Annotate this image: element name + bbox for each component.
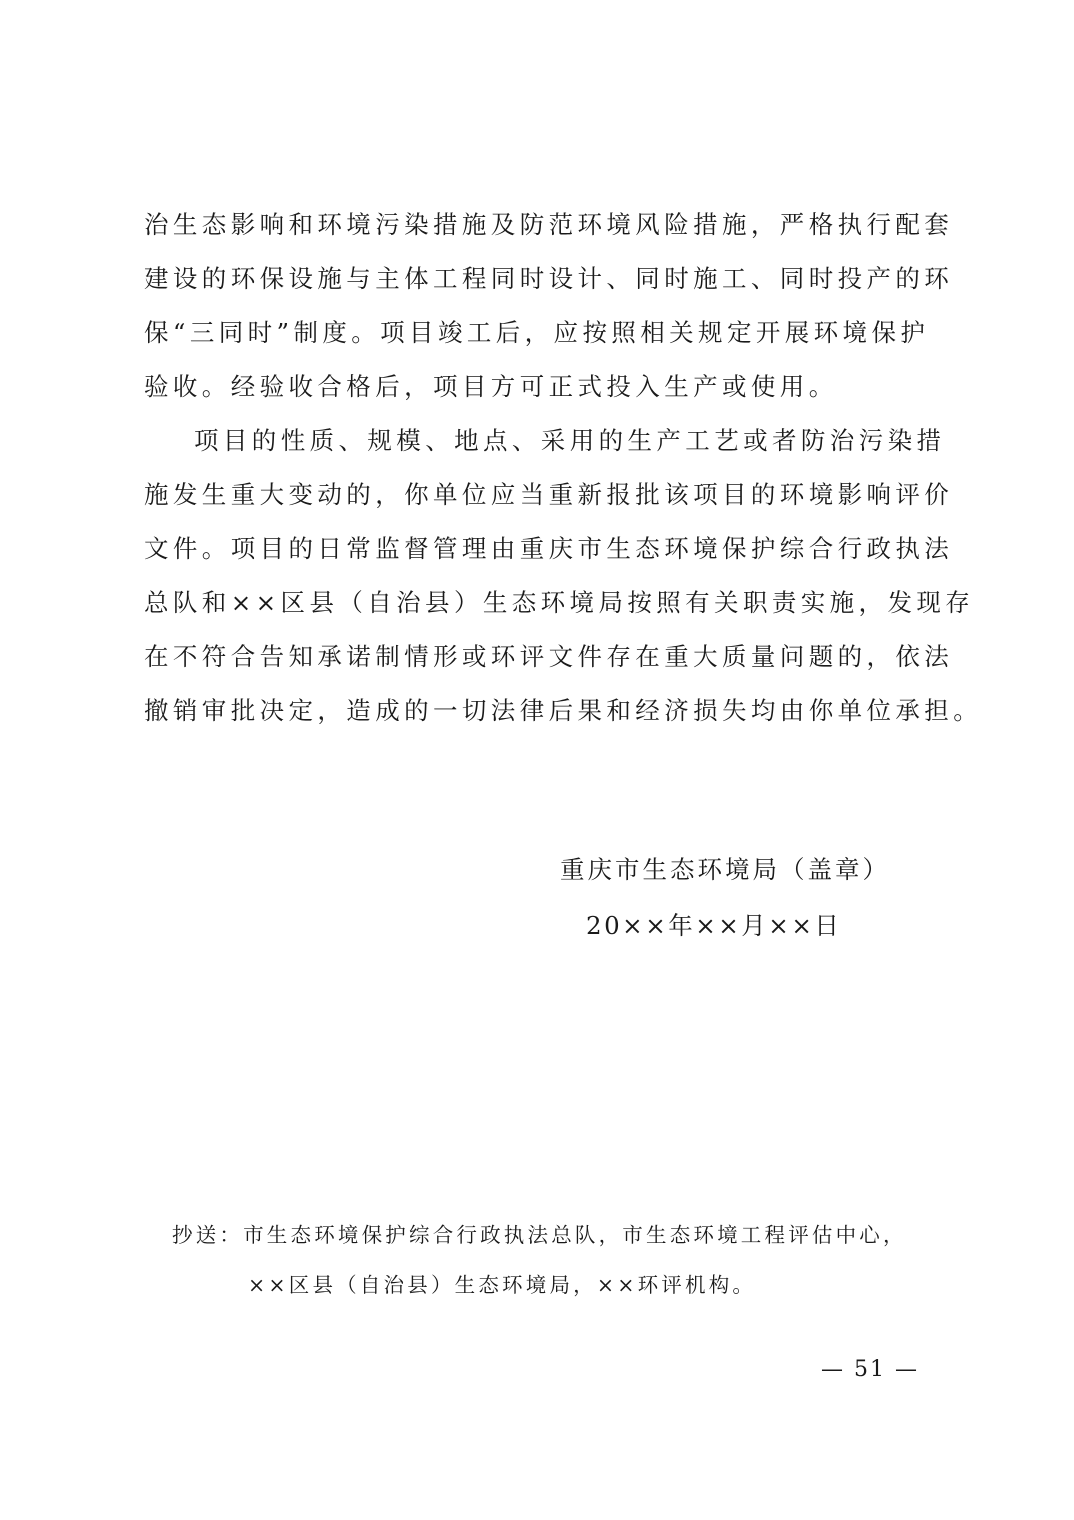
cc-line-1: 抄送：市生态环境保护综合行政执法总队，市生态环境工程评估中心， (172, 1223, 907, 1247)
paragraph-1-line-4: 验收。经验收合格后，项目方可正式投入生产或使用。 (144, 372, 838, 401)
cc-line-2: ××区县（自治县）生态环境局，××环评机构。 (248, 1273, 757, 1297)
paragraph-1-line-3: 保“三同时”制度。项目竣工后，应按照相关规定开展环境保护 (144, 318, 930, 347)
paragraph-2-line-2: 施发生重大变动的，你单位应当重新报批该项目的环境影响评价 (144, 480, 954, 509)
paragraph-1-line-2: 建设的环保设施与主体工程同时设计、同时施工、同时投产的环 (144, 264, 954, 293)
carbon-copy-list (172, 1210, 952, 1310)
page-number: — 51 — (821, 1357, 919, 1382)
issue-date: 20××年××月××日 (586, 911, 842, 940)
paragraph-2-line-1: 项目的性质、规模、地点、采用的生产工艺或者防治污染措 (194, 426, 946, 455)
paragraph-2-line-5: 在不符合告知承诺制情形或环评文件存在重大质量问题的，依法 (144, 642, 954, 671)
issuer-name: 重庆市生态环境局（盖章） (560, 855, 890, 884)
paragraph-2-line-3: 文件。项目的日常监督管理由重庆市生态环境保护综合行政执法 (144, 534, 954, 563)
document-body (144, 198, 983, 738)
paragraph-2-line-4: 总队和××区县（自治县）生态环境局按照有关职责实施，发现存 (144, 588, 975, 617)
paragraph-1-line-1: 治生态影响和环境污染措施及防范环境风险措施，严格执行配套 (144, 210, 954, 239)
signature-block (560, 842, 920, 954)
paragraph-2-line-6: 撤销审批决定，造成的一切法律后果和经济损失均由你单位承担。 (144, 696, 983, 725)
